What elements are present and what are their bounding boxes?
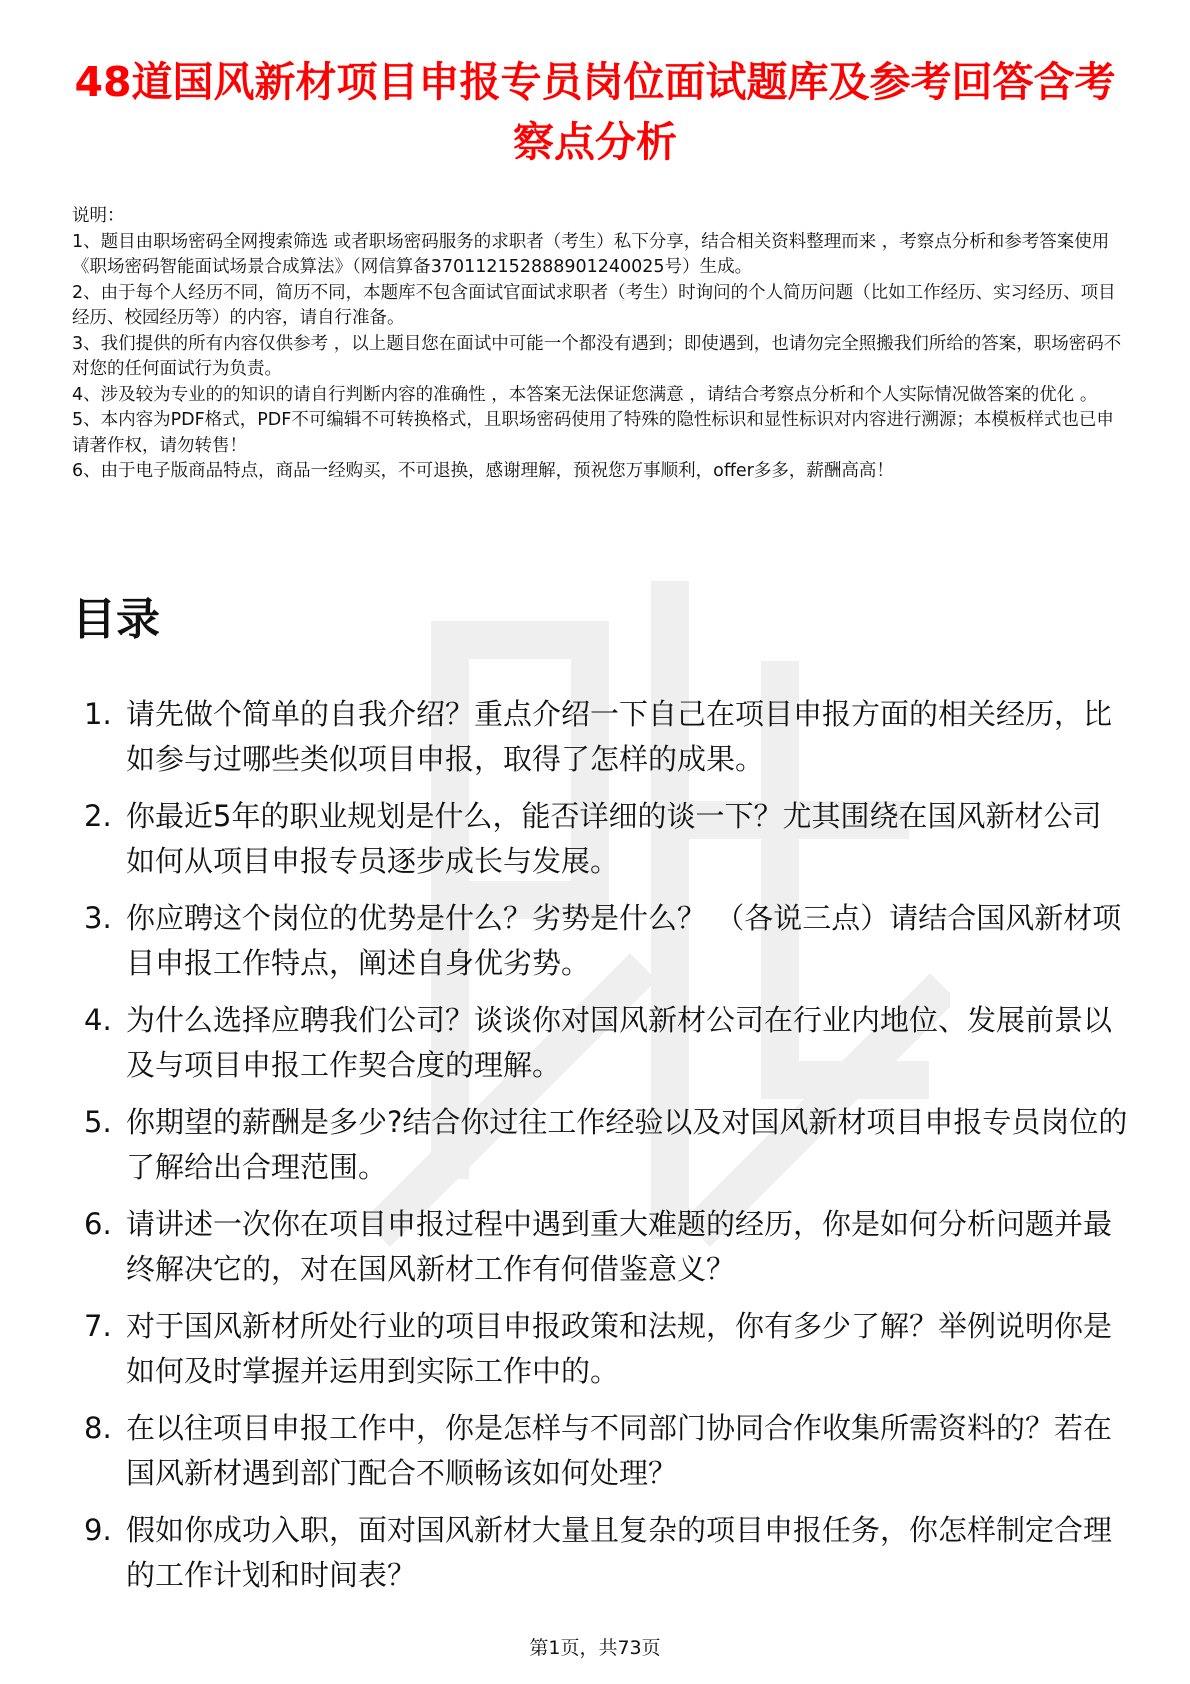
note-item: 5、本内容为PDF格式，PDF不可编辑不可转换格式，且职场密码使用了特殊的隐性标识和显性标识对内容进行溯源；本模板样式也已申请著作权，请勿转售！ — [72, 410, 1114, 456]
toc-item-number: 3. — [84, 901, 112, 935]
toc-item[interactable] — [84, 998, 1130, 1088]
toc-item-text: 请讲述一次你在项目申报过程中遇到重大难题的经历，你是如何分析问题并最终解决它的，对在国风新材工作有何借鉴意义？ — [126, 1207, 1113, 1286]
toc-item[interactable] — [84, 896, 1130, 986]
notes-section — [72, 204, 1122, 485]
toc-item[interactable] — [84, 692, 1130, 782]
notes-heading: 说明： — [72, 206, 125, 226]
toc-item-number: 6. — [84, 1207, 112, 1241]
toc-item-text: 你应聘这个岗位的优势是什么？劣势是什么？ （各说三点）请结合国风新材项目申报工作特点，阐述自身优劣势。 — [126, 901, 1122, 980]
toc-item-text: 对于国风新材所处行业的项目申报政策和法规，你有多少了解？举例说明你是如何及时掌握并运用到实际工作中的。 — [126, 1309, 1113, 1388]
toc-item-number: 9. — [84, 1513, 112, 1547]
toc-item-number: 1. — [84, 697, 112, 731]
note-item: 3、我们提供的所有内容仅供参考 ，以上题目您在面试中可能一个都没有遇到；即使遇到，也请勿完全照搬我们所给的答案，职场密码不对您的任何面试行为负责。 — [72, 333, 1122, 379]
toc-item[interactable] — [84, 1304, 1130, 1394]
toc-item[interactable] — [84, 794, 1130, 884]
note-item: 2、由于每个人经历不同，简历不同，本题库不包含面试官面试求职者（考生）时询问的个人简历问题（比如工作经历、实习经历、项目经历、校园经历等）的内容，请自行准备。 — [72, 282, 1116, 328]
document-title: 48道国风新材项目申报专员岗位面试题库及参考回答含考察点分析 — [74, 58, 1116, 166]
toc-item-number: 4. — [84, 1003, 112, 1037]
toc-heading: 目录 — [72, 594, 160, 645]
toc-item-text: 假如你成功入职，面对国风新材大量且复杂的项目申报任务，你怎样制定合理的工作计划和时间表？ — [126, 1513, 1113, 1592]
toc-item-number: 2. — [84, 799, 112, 833]
note-item: 4、涉及较为专业的的知识的请自行判断内容的准确性 ，本答案无法保证您满意 ，请结合考察点分析和个人实际情况做答案的优化 。 — [72, 384, 1098, 405]
page-number: 第1页，共73页 — [529, 1637, 661, 1659]
toc-list — [84, 692, 1130, 1610]
toc-item-text: 请先做个简单的自我介绍？重点介绍一下自己在项目申报方面的相关经历，比如参与过哪些类似项目申报，取得了怎样的成果。 — [126, 697, 1113, 776]
toc-item-number: 7. — [84, 1309, 112, 1343]
toc-item-text: 在以往项目申报工作中，你是怎样与不同部门协同合作收集所需资料的？若在国风新材遇到部门配合不顺畅该如何处理？ — [126, 1411, 1113, 1490]
toc-item[interactable] — [84, 1100, 1130, 1190]
toc-item-number: 8. — [84, 1411, 112, 1445]
toc-item-number: 5. — [84, 1105, 112, 1139]
toc-item[interactable] — [84, 1202, 1130, 1292]
toc-item-text: 你最近5年的职业规划是什么，能否详细的谈一下？尤其围绕在国风新材公司如何从项目申报专员逐步成长与发展。 — [126, 799, 1102, 878]
note-item: 1、题目由职场密码全网搜索筛选 或者职场密码服务的求职者（考生）私下分享，结合相关资料整理而来 ，考察点分析和参考答案使用《职场密码智能面试场景合成算法》（网信算备370112152888901240025号）生成。 — [72, 231, 1110, 277]
note-item: 6、由于电子版商品特点，商品一经购买，不可退换，感谢理解，预祝您万事顺利，offer多多，薪酬高高！ — [72, 461, 894, 481]
toc-item-text: 你期望的薪酬是多少?结合你过往工作经验以及对国风新材项目申报专员岗位的了解给出合理范围。 — [126, 1105, 1128, 1184]
toc-item-text: 为什么选择应聘我们公司？谈谈你对国风新材公司在行业内地位、发展前景以及与项目申报工作契合度的理解。 — [126, 1003, 1113, 1082]
toc-item[interactable] — [84, 1508, 1130, 1598]
toc-item[interactable] — [84, 1406, 1130, 1496]
